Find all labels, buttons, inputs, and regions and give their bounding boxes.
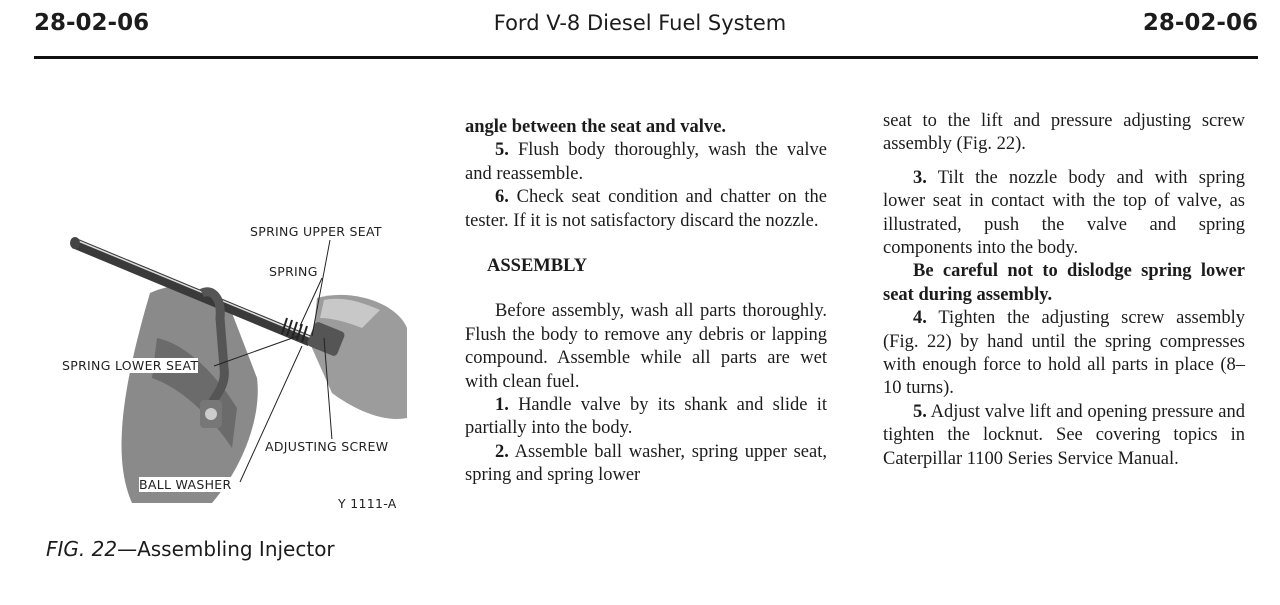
paragraph: Before assembly, wash all parts thoroughly. Flush the body to remove any debris or lapping compound. Assemble while all parts are wet with clean fuel.	[465, 301, 827, 392]
paragraph	[465, 139, 827, 186]
label-spring-upper-seat: SPRING UPPER SEAT	[250, 224, 382, 239]
paragraph	[465, 186, 827, 233]
step-number: 5.	[495, 140, 509, 161]
page-number-left: 28-02-06	[34, 10, 150, 36]
paragraph	[465, 441, 827, 488]
label-ball-washer: BALL WASHER	[139, 477, 232, 492]
step-text: Tighten the adjusting screw assembly (Fig. 22) by hand until the spring compresses with enough force to hold all parts in place (8–10 turns).	[883, 308, 1245, 399]
text-column-2	[883, 110, 1245, 471]
paragraph	[883, 167, 1245, 261]
section-heading: ASSEMBLY	[487, 256, 588, 277]
figure-code: Y 1111-A	[338, 496, 397, 511]
step-number: 1.	[495, 395, 509, 416]
paragraph: angle between the seat and valve.	[465, 117, 727, 137]
step-number: 5.	[913, 401, 927, 422]
step-text: Tilt the nozzle body and with spring lower seat in contact with the top of valve, as illustrated, push the valve and spring components into the body.	[883, 167, 1245, 259]
caution-paragraph: Be careful not to dislodge spring lower seat during assembly.	[883, 261, 1245, 305]
step-number: 3.	[913, 167, 927, 188]
step-number: 4.	[913, 308, 927, 329]
paragraph	[465, 394, 827, 441]
header-rule	[34, 56, 1258, 59]
text-column-1	[465, 116, 827, 488]
injector-assembly-photo	[62, 218, 412, 513]
label-spring: SPRING	[269, 264, 318, 279]
paragraph	[883, 307, 1245, 401]
label-spring-lower-seat: SPRING LOWER SEAT	[62, 358, 199, 373]
step-text: Adjust valve lift and opening pressure and tighten the locknut. See covering topics in Caterpillar 1100 Series Service Manual.	[883, 401, 1245, 469]
step-text: Check seat condition and chatter on the tester. If it is not satisfactory discard the nozzle.	[465, 187, 827, 231]
caption-text: —Assembling Injector	[117, 537, 335, 561]
paragraph	[883, 401, 1245, 471]
caption-figure-number: FIG. 22	[46, 537, 118, 561]
paragraph: seat to the lift and pressure adjusting screw assembly (Fig. 22).	[883, 111, 1245, 155]
step-text: Assemble ball washer, spring upper seat, spring and spring lower	[465, 441, 827, 486]
step-number: 6.	[495, 187, 509, 208]
label-adjusting-screw: ADJUSTING SCREW	[265, 439, 389, 454]
step-text: Handle valve by its shank and slide it partially into the body.	[465, 395, 827, 439]
figure-caption	[46, 537, 335, 561]
running-title: Ford V-8 Diesel Fuel System	[493, 11, 787, 35]
step-text: Flush body thoroughly, wash the valve and reassemble.	[465, 140, 827, 184]
step-number: 2.	[495, 441, 509, 462]
page-number-right: 28-02-06	[1142, 10, 1258, 36]
